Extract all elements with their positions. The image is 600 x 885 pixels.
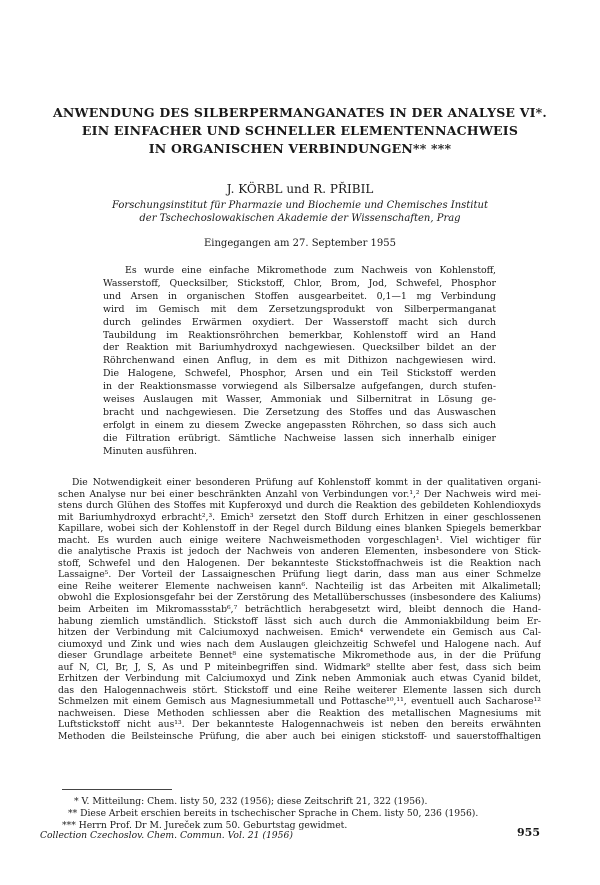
abstract-line: Röhrchenwand einen Anflug, in dem es mit Dithizon nachgewiesen wird.	[103, 355, 496, 367]
body-line: Die Notwendigkeit einer besonderen Prüfung auf Kohlenstoff kommt in der qualitativen organi-	[72, 477, 541, 488]
abstract-line: und Arsen in organischen Stoffen ausgearbeitet. 0,1—1 mg Verbindung	[103, 290, 496, 302]
body-text	[58, 477, 541, 743]
body-line: nachweisen. Diese Methoden schliessen aber die Reaktion des metallischen Magnesiums mit	[58, 707, 541, 719]
title-line: IN ORGANISCHEN VERBINDUNGEN** ***	[148, 141, 452, 156]
abstract-line: Es wurde eine einfache Mikromethode zum Nachweis von Kohlenstoff,	[125, 265, 496, 276]
body-line: das den Halogennachweis stört. Stickstoff und eine Reihe weiterer Elemente lassen sich durch	[58, 684, 541, 696]
affiliation	[40, 199, 560, 225]
abstract-line: erfolgt in einem zu diesem Zwecke angepassten Röhrchen, so dass sich auch	[103, 419, 496, 431]
body-line: stoff, Schwefel und den Halogenen. Der bekannteste Stickstoffnachweis ist die Reaktion nach	[58, 557, 541, 569]
abstract-line: Taubildung im Reaktionsröhrchen bemerkbar, Kohlenstoff wird an Hand	[103, 329, 496, 341]
body-line: dieser Grundlage arbeitete Bennet⁸ eine systematische Mikromethode aus, in der die Prüfung	[58, 650, 541, 662]
journal-citation: Collection Czechoslov. Chem. Commun. Vol. 21 (1956)	[40, 830, 293, 841]
abstract-line: der Reaktion mit Bariumhydroxyd nachgewiesen. Quecksilber bildet an der	[103, 342, 496, 354]
body-line: auf N, Cl, Br, J, S, As und P miteinbegriffen sind. Widmark⁹ stellte aber fest, dass sich beim	[58, 661, 541, 673]
body-line: die analytische Praxis ist jedoch der Nachweis von anderen Elementen, insbesondere von Stick-	[58, 546, 541, 558]
page-number: 955	[517, 826, 540, 839]
affiliation-line: Forschungsinstitut für Pharmazie und Biochemie und Chemisches Institut	[112, 200, 488, 211]
received-date: Eingegangen am 27. September 1955	[203, 238, 397, 249]
article-title	[40, 104, 560, 158]
body-line: ciumoxyd und Zink und wies nach dem Auslaugen gleichzeitig Schwefel und Halogene nach. Auf	[58, 638, 541, 650]
body-line: habung ziemlich umständlich. Stickstoff lässt sich auch durch die Ammoniakbildung beim Er-	[58, 615, 541, 627]
body-line: Luftstickstoff nicht aus¹³. Der bekannteste Halogennachweis ist neben den bereits erwähnten	[58, 719, 541, 731]
body-line: eine Reihe weiterer Elemente nachweisen kann⁶. Nachteilig ist das Arbeiten mit Alkalimetall;	[58, 580, 541, 592]
footnotes	[60, 796, 530, 832]
body-line: obwohl die Explosionsgefahr bei der Zerstörung des Metallüberschusses (insbesondere des Kaliums)	[58, 592, 541, 604]
body-line: Kapillare, wobei sich der Kohlenstoff in der Regel durch Bildung eines blanken Spiegels bemerkbar	[58, 523, 541, 535]
abstract-line: wird im Gemisch mit dem Zersetzungsprodukt von Silberpermanganat	[103, 303, 496, 315]
body-line: Erhitzen der Verbindung mit Calciumoxyd und Zink neben Ammoniak auch etwas Cyanid bildet,	[58, 673, 541, 685]
body-line: Schmelzen mit einem Gemisch aus Magnesiummetall und Pottasche¹⁰,¹¹, eventuell auch Sacharose¹²	[58, 696, 541, 708]
footnote: ** Diese Arbeit erschien bereits in tschechischer Sprache in Chem. listy 50, 236 (1956).	[68, 808, 479, 819]
abstract-line: durch gelindes Erwärmen oxydiert. Der Wasserstoff macht sich durch	[103, 316, 496, 328]
body-line: Lassaigne⁵. Der Vorteil der Lassaigneschen Prüfung liegt darin, dass man aus einer Schmelze	[58, 569, 541, 581]
body-line: schen Analyse nur bei einer beschränkten Anzahl von Verbindungen vor.¹,² Der Nachweis wird mei-	[58, 488, 541, 500]
body-line: Methoden die Beilsteinsche Prüfung, die aber auch bei einigen stickstoff- und sauerstoffhaltigen	[58, 731, 541, 743]
body-line: beim Arbeiten im Mikromassstab⁶,⁷ beträchtlich herabgesetzt wird, bleibt dennoch die Hand-	[58, 604, 541, 616]
abstract	[103, 265, 496, 459]
abstract-line: Minuten ausführen.	[103, 445, 198, 457]
title-line: EIN EINFACHER UND SCHNELLER ELEMENTENNACHWEIS	[81, 123, 519, 138]
abstract-line: Die Halogene, Schwefel, Phosphor, Arsen und ein Teil Stickstoff werden	[103, 368, 496, 380]
body-line: macht. Es wurden auch einige weitere Nachweismethoden vorgeschlagen¹. Viel wichtiger für	[58, 534, 541, 546]
abstract-line: Wasserstoff, Quecksilber, Stickstoff, Chlor, Brom, Jod, Schwefel, Phosphor	[103, 277, 496, 289]
footnote-divider	[62, 789, 172, 790]
body-line: hitzen der Verbindung mit Calciumoxyd nachweisen. Emich⁴ verwendete ein Gemisch aus Cal-	[58, 627, 541, 639]
footnote: *** Herrn Prof. Dr M. Jureček zum 50. Geburtstag gewidmet.	[62, 820, 348, 831]
abstract-line: bracht und nachgewiesen. Die Zersetzung des Stoffes und das Auswaschen	[103, 406, 496, 418]
abstract-line: die Filtration erübrigt. Sämtliche Nachweise lassen sich innerhalb einiger	[103, 432, 496, 444]
abstract-line: weises Auslaugen mit Wasser, Ammoniak und Silbernitrat in Lösung ge-	[103, 394, 496, 406]
affiliation-line: der Tschechoslowakischen Akademie der Wissenschaften, Prag	[139, 213, 461, 224]
title-line: ANWENDUNG DES SILBERPERMANGANATES IN DER ANALYSE VI*.	[53, 105, 547, 120]
authors: J. KÖRBL und R. PŘIBIL	[226, 182, 374, 196]
body-line: mit Bariumhydroxyd erbracht²,³. Emich³ zersetzt den Stoff durch Erhitzen in einer geschlossenen	[58, 511, 541, 523]
body-line: stens durch Glühen des Stoffes mit Kupferoxyd und durch die Reaktion des gebildeten Kohlendioxyds	[58, 500, 541, 512]
footnote: * V. Mitteilung: Chem. listy 50, 232 (1956); diese Zeitschrift 21, 322 (1956).	[74, 796, 428, 807]
abstract-line: in der Reaktionsmasse vorwiegend als Silbersalze aufgefangen, durch stufen-	[103, 381, 496, 393]
